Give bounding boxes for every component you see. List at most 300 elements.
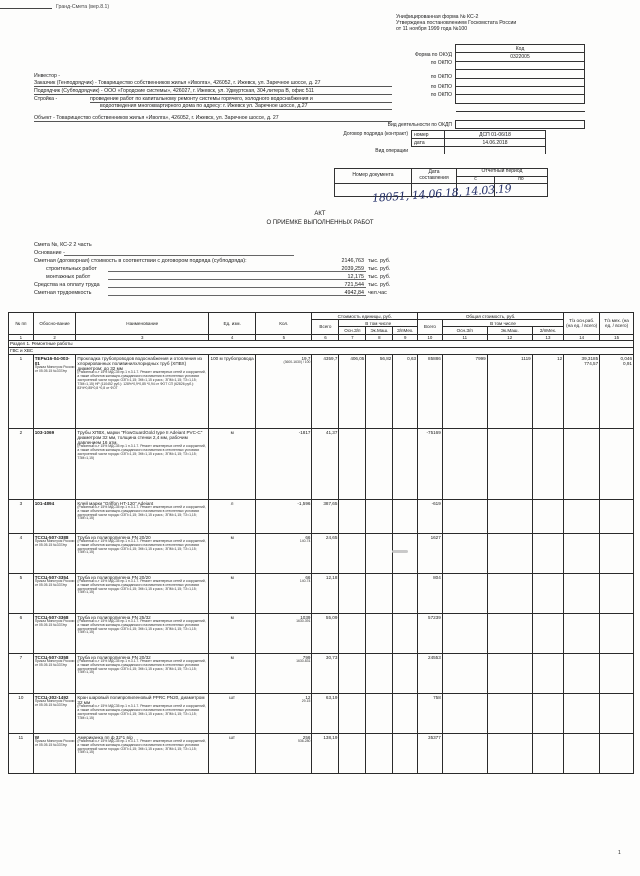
- period-label: Отчетный период: [457, 169, 548, 177]
- section-title: Раздел 1. Ремонтные работы: [9, 340, 634, 347]
- row-total: 57239: [418, 614, 443, 654]
- row-name-text: Клей марки "Griffon HT-120" Adeiant: [77, 500, 154, 506]
- row-cost-osn: [339, 654, 366, 694]
- wages-value: 721,544: [344, 282, 364, 288]
- page-number: 1: [618, 850, 621, 856]
- row-cost-total: 4359,7: [312, 355, 339, 429]
- row-qty: [256, 429, 312, 500]
- header-rule: [0, 8, 52, 9]
- contract-date: 14.06.2018: [445, 139, 546, 147]
- col-osn-header: Осн.З/п: [442, 327, 487, 334]
- row-cost-zpmeh: [393, 614, 418, 654]
- row-total-zpmeh: [532, 429, 564, 500]
- row-basis: [33, 574, 76, 614]
- spacer-cell: [456, 112, 585, 120]
- row-cost-zpmeh: [393, 654, 418, 694]
- row-total-osn: [442, 429, 487, 500]
- row-tz-osn-total: 774,57: [584, 360, 599, 366]
- row-name-text: Американка пп ф 32*1 в/р: [77, 734, 133, 740]
- row-unit: м: [209, 614, 256, 654]
- row-cost-total: 138,19: [312, 734, 339, 774]
- col-total-header: Всего: [418, 320, 443, 334]
- row-name-text: Труба из полипропилена PN 20/32: [77, 654, 151, 660]
- row-cost-osn: [339, 614, 366, 654]
- row-unit: м: [209, 574, 256, 614]
- row-qty-note: 140-74: [299, 578, 311, 583]
- col-ekmash-header: Эк.Маш.: [487, 327, 532, 334]
- row-name: [76, 429, 209, 500]
- table-row: [9, 694, 634, 734]
- col-ekmash-header: Эк.Маш.: [366, 327, 393, 334]
- row-tz-meh: [600, 534, 634, 574]
- row-qty-note: 140-74: [299, 538, 311, 543]
- doc-date-label: Дата составления: [412, 169, 457, 184]
- row-qty-note: 29-15: [301, 698, 311, 703]
- column-number: 1: [9, 334, 34, 340]
- row-total-zpmeh: [532, 500, 564, 534]
- row-cost-total: 63,19: [312, 694, 339, 734]
- row-unit: м: [209, 654, 256, 694]
- row-note: (Районный к-т 15% МДС35 пр.1 п.3.1.7. Ремонт инженерных сетей и сооружений, а также объектов жилищно-гражданского назначения в стесненных условиях застроенной части города: ОЗП=1,15; ЭМ=1,15 к расх.; ЗПМ=1,15; ТЗ=1,15; ТЗМ=1,15): [77, 538, 206, 555]
- table-body: [9, 355, 634, 774]
- row-note: (Районный к-т 15% МДС35 пр.1 п.3.1.7. Ремонт инженерных сетей и сооружений, а также объектов жилищно-гражданского назначения в стесненных условиях застроенной части города: ОЗП=1,15; ЭМ=1,15 к расх.; ЗПМ=1,15; ТЗ=1,15; ТЗМ=1,15): [77, 444, 206, 460]
- row-qty-value: 1039: [300, 614, 311, 620]
- col-num-header: № пп: [9, 313, 34, 335]
- row-tz-osn: [564, 500, 600, 534]
- row-code: 101-4894: [34, 500, 55, 506]
- row-cost-zpmeh: [393, 500, 418, 534]
- row-total-osn: [442, 694, 487, 734]
- row-tz-osn: [564, 574, 600, 614]
- row-total-ekmash: [487, 574, 532, 614]
- row-basis: [33, 429, 76, 500]
- row-code: ТССЦ-507-3368: [34, 614, 69, 620]
- column-number: 3: [76, 334, 209, 340]
- col-tz-osn-header: Т/з осн.раб. (на ед. / всего): [564, 313, 600, 335]
- row-code: ТССЦ-507-3358: [34, 654, 69, 660]
- column-number: 2: [33, 334, 76, 340]
- row-number: 7: [9, 654, 34, 694]
- row-total-zpmeh: [532, 614, 564, 654]
- construction-line-2: водоотведения многоквартирного дома по адресу: г. Ижевск ул. Заречное шоссе, д.27: [100, 103, 392, 110]
- date-label: дата: [412, 139, 445, 147]
- row-total: 35377: [418, 734, 443, 774]
- row-cost-zpmeh: 0,63: [393, 355, 418, 429]
- okpo-cell: [456, 86, 585, 94]
- row-qty-note: (3600-1630) / 100: [283, 359, 311, 364]
- wages-label: Средства на оплату труда: [34, 282, 100, 288]
- row-tz-osn: [564, 734, 600, 774]
- row-total: 85886: [418, 355, 443, 429]
- scan-smudge: [392, 550, 408, 553]
- row-cost-total: 55,09: [312, 614, 339, 654]
- row-total: 804: [418, 574, 443, 614]
- period-from-label: с: [457, 176, 495, 184]
- row-cost-ekmash: [366, 734, 393, 774]
- labor-label: Сметная трудоемкость: [34, 290, 92, 296]
- okpo-label: по ОКПО: [430, 84, 452, 90]
- unit-rub: тыс. руб.: [368, 266, 391, 272]
- row-tz-meh: [600, 355, 634, 429]
- col-osn-header: Осн.З/п: [339, 327, 366, 334]
- row-total: 24553: [418, 654, 443, 694]
- row-cost-total: 41,37: [312, 429, 339, 500]
- row-qty-value: 12: [305, 694, 311, 700]
- row-tz-osn: [564, 654, 600, 694]
- col-qty-header: Кол.: [256, 313, 312, 335]
- row-basis: [33, 614, 76, 654]
- col-basis-header: Обосно-вание: [33, 313, 76, 335]
- subsection-row: [9, 347, 634, 354]
- row-unit: л: [209, 500, 256, 534]
- okdp-cell: [456, 120, 585, 128]
- row-total-zpmeh: [532, 574, 564, 614]
- row-code: W: [34, 734, 40, 740]
- row-basis: [33, 694, 76, 734]
- row-total-ekmash: 1119: [487, 355, 532, 429]
- row-total-ekmash: [487, 534, 532, 574]
- column-number: 7: [339, 334, 366, 340]
- col-tz-meh-header: Т/з мех. (на ед. / всего): [600, 313, 634, 335]
- row-unit: м: [209, 429, 256, 500]
- object-line: Объект - Товарищество собственников жилья «Иволга», 426052, г. Ижевск, ул. Заречное шоссе, д. 27: [34, 115, 392, 122]
- row-number: 6: [9, 614, 34, 654]
- row-qty: [256, 534, 312, 574]
- row-unit: м: [209, 534, 256, 574]
- cost-label: Сметная (договорная) стоимость в соответствии с договором подряда (субподряда):: [34, 258, 247, 264]
- row-note: (Районный к-т 15% МДС35 пр.1 п.3.1.7. Ремонт инженерных сетей и сооружений, а также объектов жилищно-гражданского назначения в стесненных условиях застроенной части города: ОЗП=1,15; ЭМ=1,15 к расх.; ЗПМ=1,15; ТЗ=1,15; ТЗМ=1,15): [77, 578, 206, 595]
- okpo-cell: [456, 61, 585, 69]
- labor-value: 4942,84: [344, 290, 364, 296]
- row-cost-osn: [339, 534, 366, 574]
- row-cost-osn: 406,05: [339, 355, 366, 429]
- unit-hours: чел.час: [368, 290, 387, 296]
- row-cost-ekmash: [366, 654, 393, 694]
- column-number: 4: [209, 334, 256, 340]
- row-basis-note: Приказ Минстроя России от 05.05.15 №337/пр: [34, 364, 75, 373]
- row-cost-osn: [339, 734, 366, 774]
- row-total-ekmash: [487, 654, 532, 694]
- row-cost-ekmash: [366, 694, 393, 734]
- row-total-ekmash: [487, 429, 532, 500]
- section-row: [9, 340, 634, 347]
- row-cost-total: 12,18: [312, 574, 339, 614]
- column-number: 14: [564, 334, 600, 340]
- row-basis-note: Приказ Минстроя России от 05.05.15 №337/пр: [34, 738, 75, 747]
- row-number: 2: [9, 429, 34, 500]
- row-total-zpmeh: [532, 694, 564, 734]
- row-tz-meh-unit: 0,046: [620, 355, 632, 361]
- row-basis-note: Приказ Минстроя России от 05.05.15 №337/пр: [34, 578, 75, 587]
- row-note: (Районный к-т 15% МДС35 пр.1 п.3.1.7. Ремонт инженерных сетей и сооружений, а также объектов жилищно-гражданского назначения в стесненных условиях застроенной части города: ОЗП=1,15; ЭМ=1,15 к расх.; ЗПМ=1,15; ТЗ=1,15; ТЗМ=1,15): [77, 504, 206, 521]
- row-code: 103-1069: [34, 429, 55, 435]
- table-row: [9, 734, 634, 774]
- mounting-value: 12,175: [347, 274, 364, 280]
- operation-cell: [445, 147, 546, 155]
- row-number: 11: [9, 734, 34, 774]
- row-tz-meh: [600, 429, 634, 500]
- col-unit-header: Ед. изм.: [209, 313, 256, 335]
- row-cost-osn: [339, 694, 366, 734]
- table-row: [9, 654, 634, 694]
- row-total-ekmash: [487, 694, 532, 734]
- row-qty-value: 66: [305, 534, 311, 540]
- program-name: Гранд-Смета (вер.8.1): [56, 4, 110, 10]
- form-title: [396, 14, 596, 33]
- okpo-label: по ОКПО: [430, 92, 452, 98]
- works-table: [8, 312, 634, 774]
- spacer-cell: [456, 103, 585, 111]
- row-total-zpmeh: [532, 734, 564, 774]
- construction-label: Стройка -: [34, 96, 58, 102]
- estimate-line: Смета №, КС-2 2 часть: [34, 242, 92, 248]
- row-tz-osn-unit: 39,3185: [581, 355, 599, 361]
- row-name: [76, 500, 209, 534]
- okpo-label: по ОКПО: [430, 74, 452, 80]
- row-tz-osn: [564, 614, 600, 654]
- okpo-cell: [456, 78, 585, 86]
- row-total-ekmash: [487, 500, 532, 534]
- cost-value: 2146,763: [341, 258, 364, 264]
- row-qty-value: 799: [302, 654, 311, 660]
- row-cost-total: 30,73: [312, 654, 339, 694]
- col-total-cost-header: Общая стоимость, руб.: [418, 313, 564, 320]
- row-total: -75169: [418, 429, 443, 500]
- row-tz-meh: [600, 654, 634, 694]
- act-title: АКТ: [314, 211, 326, 217]
- row-name-text: Кран шаровый полипропиленовый PPRC PN20, диаметром 32 мм: [77, 694, 205, 705]
- row-basis: [33, 500, 76, 534]
- row-tz-osn: [564, 355, 600, 429]
- basis-line: Основание -: [34, 250, 65, 256]
- row-cost-zpmeh: [393, 429, 418, 500]
- row-total-osn: [442, 654, 487, 694]
- row-number: 10: [9, 694, 34, 734]
- row-basis: [33, 654, 76, 694]
- row-tz-osn: [564, 534, 600, 574]
- okud-label: Форма по ОКУД: [414, 52, 452, 58]
- table-row: [9, 355, 634, 429]
- row-total: -619: [418, 500, 443, 534]
- row-tz-meh-total: 0,91: [623, 360, 632, 366]
- column-number: 15: [600, 334, 634, 340]
- row-cost-zpmeh: [393, 534, 418, 574]
- number-label: номер: [412, 131, 445, 139]
- row-tz-meh: [600, 500, 634, 534]
- mounting-works-label: монтажных работ: [46, 274, 91, 280]
- row-code: ТССЦ-507-3354: [34, 574, 69, 580]
- row-total-osn: [442, 614, 487, 654]
- construction-line-1: проведение работ по капитальному ремонту системы горячего, холодного водоснабжения и: [90, 96, 392, 103]
- row-cost-osn: [339, 429, 366, 500]
- row-note: (Районный к-т 15% МДС35 пр.1 п.3.1.7. Ремонт инженерных сетей и сооружений, а также объектов жилищно-гражданского назначения в стесненных условиях застроенной части города: ОЗП=1,15; ЭМ=1,15 к расх.; ЗПМ=1,15; ТЗ=1,15; ТЗМ=1,15): [77, 618, 206, 635]
- row-basis-note: Приказ Минстроя России от 05.05.15 №337/пр: [34, 698, 75, 707]
- col-incl-header: В том числе: [442, 320, 563, 327]
- row-total-osn: 7999: [442, 355, 487, 429]
- row-total-osn: [442, 534, 487, 574]
- row-unit: шт: [209, 694, 256, 734]
- row-note: (Районный к-т 15% МДС35 пр.1 п.3.1.7. Ремонт инженерных сетей и сооружений, а также объектов жилищно-гражданского назначения в стесненных условиях застроенной части города: ОЗП=1,15; ЭМ=1,15 к расх.; ЗПМ=1,15; ТЗ=1,15; ТЗМ=1,15): [77, 738, 206, 755]
- row-cost-total: 24,65: [312, 534, 339, 574]
- row-code: ТССЦ-302-1492: [34, 694, 69, 700]
- row-qty: [256, 694, 312, 734]
- row-tz-osn: [564, 694, 600, 734]
- row-name-text: Труба из полипропилена PN 25/32: [77, 614, 151, 620]
- okud-value: 0322005: [456, 53, 585, 61]
- contractor-line: Подрядчик (Субподрядчик) - ООО «Городские системы», 426027, г. Ижевск, ул. Удмуртская, 304,литера В, офис 511: [34, 88, 392, 95]
- contract-label: Договор подряда (контракт): [343, 131, 408, 137]
- row-basis: [33, 534, 76, 574]
- column-number: 12: [487, 334, 532, 340]
- col-name-header: Наименование: [76, 313, 209, 335]
- table-row: [9, 500, 634, 534]
- row-cost-total: 387,65: [312, 500, 339, 534]
- basis-underline: [64, 250, 294, 256]
- construction-works-label: строительных работ: [46, 266, 97, 272]
- table-row: [9, 429, 634, 500]
- row-note: (Районный к-т 15% МДС35 пр.1 п.3.1.7. Ремонт инженерных сетей и сооружений, а также объектов жилищно-гражданского назначения в стесненных условиях застроенной части города: ОЗП=1,15; ЭМ=1,15 к расх.; ЗПМ=1,15; ТЗ=1,15; ТЗМ=1,15): [77, 703, 206, 720]
- row-name: [76, 694, 209, 734]
- table-row: [9, 574, 634, 614]
- row-name: [76, 734, 209, 774]
- row-total-zpmeh: [532, 534, 564, 574]
- row-number: 5: [9, 574, 34, 614]
- row-name: [76, 574, 209, 614]
- row-basis: [33, 355, 76, 429]
- row-name: [76, 654, 209, 694]
- form-title-line: Утверждена постановлением Госкомстата России: [396, 20, 517, 27]
- row-number: 4: [9, 534, 34, 574]
- row-qty: [256, 654, 312, 694]
- row-number: 3: [9, 500, 34, 534]
- row-cost-ekmash: [366, 614, 393, 654]
- row-basis: [33, 734, 76, 774]
- row-total-osn: [442, 734, 487, 774]
- row-cost-zpmeh: [393, 734, 418, 774]
- row-cost-zpmeh: [393, 574, 418, 614]
- row-qty-value: 19,7: [301, 355, 311, 361]
- row-total: 1627: [418, 534, 443, 574]
- unit-rub: тыс. руб.: [368, 274, 391, 280]
- row-cost-ekmash: 56,82: [366, 355, 393, 429]
- okpo-cell: [456, 95, 585, 103]
- col-zpmeh-header: З/пМех.: [393, 327, 418, 334]
- table-row: [9, 614, 634, 654]
- form-title-line: Унифицированная форма № КС-2: [396, 14, 479, 20]
- column-number: 11: [442, 334, 487, 340]
- row-name-text: Труба из полипропилена PN 20/20: [77, 534, 151, 540]
- row-cost-ekmash: [366, 534, 393, 574]
- column-number: 9: [393, 334, 418, 340]
- row-cost-osn: [339, 500, 366, 534]
- row-note: (Районный к-т 15% МДС35 пр.1 п.3.1.7. Ремонт инженерных сетей и сооружений, а также объектов жилищно-гражданского назначения в стесненных условиях застроенной части города: ОЗП=1,15; ЭМ=1,15 к расх.; ЗПМ=1,15; ТЗ=1,15; ТЗМ=1,15) НР (110452 руб.): 128%*0,9*0,85 *0,94 от ФОТ СП (62826 руб.): 83%*0,85*0,8 *0,8 от ФОТ: [77, 370, 206, 390]
- row-basis-note: Приказ Минстроя России от 05.05.15 №337/пр: [34, 538, 75, 547]
- row-unit: 100 м трубопровода: [209, 355, 256, 429]
- row-cost-osn: [339, 574, 366, 614]
- row-qty: [256, 355, 312, 429]
- doc-number-label: Номер документа: [335, 169, 412, 184]
- row-basis-note: Приказ Минстроя России от 05.05.15 №337/пр: [34, 618, 75, 627]
- col-zpmeh-header: З/пМех.: [532, 327, 564, 334]
- row-tz-meh: [600, 614, 634, 654]
- column-number: 5: [256, 334, 312, 340]
- row-qty-note: 1630-391: [296, 618, 311, 623]
- column-number: 13: [532, 334, 564, 340]
- row-total-ekmash: [487, 614, 532, 654]
- row-tz-meh: [600, 694, 634, 734]
- table-row: [9, 534, 634, 574]
- customer-line: Заказчик (Генподрядчик) - Товарищество собственников жилья «Иволга», 426052, г. Ижевск, ул. Заречное шоссе, д. 27: [34, 80, 392, 87]
- row-tz-osn: [564, 429, 600, 500]
- row-name-text: Прокладка трубопроводов водоснабжения и отопления из хлорированных поливинилхлоридных труб (ХПВХ) диаметром: до 32 мм: [77, 355, 202, 371]
- contract-number: ДСП 01-06/18: [445, 131, 546, 139]
- row-cost-ekmash: [366, 574, 393, 614]
- row-tz-meh: [600, 734, 634, 774]
- row-qty: [256, 574, 312, 614]
- row-qty-value: 256: [302, 734, 311, 740]
- column-number: 8: [366, 334, 393, 340]
- okdp-label: Вид деятельности по ОКДП: [387, 122, 452, 128]
- handwritten-note: 18051, 14.06.18, 14.03.19: [371, 182, 512, 205]
- col-incl-header: В том числе: [339, 320, 418, 327]
- okpo-label: по ОКПО: [430, 60, 452, 66]
- construction-value: 2039,259: [341, 266, 364, 272]
- row-total: 758: [418, 694, 443, 734]
- col-unit-cost-header: Стоимость единицы, руб.: [312, 313, 418, 320]
- row-total-osn: [442, 500, 487, 534]
- row-total-osn: [442, 574, 487, 614]
- row-qty-value: 66: [305, 574, 311, 580]
- row-qty: [256, 614, 312, 654]
- row-code: ТССЦ-507-3388: [34, 534, 69, 540]
- row-qty-value: -1,596: [297, 500, 311, 506]
- unit-rub: тыс. руб.: [368, 258, 391, 264]
- row-note: (Районный к-т 15% МДС35 пр.1 п.3.1.7. Ремонт инженерных сетей и сооружений, а также объектов жилищно-гражданского назначения в стесненных условиях застроенной части города: ОЗП=1,15; ЭМ=1,15 к расх.; ЗПМ=1,15; ТЗ=1,15; ТЗМ=1,15): [77, 658, 206, 675]
- column-number: 6: [312, 334, 339, 340]
- row-code: ТЕРм16-04-003-01: [34, 355, 70, 366]
- row-cost-ekmash: [366, 429, 393, 500]
- codes-table: [455, 44, 585, 129]
- row-name: [76, 355, 209, 429]
- row-name: [76, 614, 209, 654]
- row-total-ekmash: [487, 734, 532, 774]
- row-number: 1: [9, 355, 34, 429]
- act-subtitle: О ПРИЕМКЕ ВЫПОЛНЕННЫХ РАБОТ: [266, 220, 374, 226]
- code-header: Код: [456, 45, 585, 53]
- col-total-header: Всего: [312, 320, 339, 334]
- form-title-line: от 11 ноября 1999 года №100: [396, 26, 468, 33]
- row-name: [76, 534, 209, 574]
- investor-line: Инвестор -: [34, 73, 61, 79]
- row-cost-ekmash: [366, 500, 393, 534]
- row-total-zpmeh: [532, 654, 564, 694]
- row-name-text: Трубы ХПВХ, марки "FlowGuardGold type II Adeiant PVC-C" диаметром 32 мм, толщина стенки 2,4 мм, рабочим давлением 16 атм.: [77, 429, 203, 445]
- row-qty-note: 536-280: [297, 738, 311, 743]
- contract-table: [411, 130, 546, 154]
- subsection-title: ГВС и ХВС: [9, 347, 634, 354]
- unit-rub: тыс. руб.: [368, 282, 391, 288]
- column-number: 10: [418, 334, 443, 340]
- row-unit: шт: [209, 734, 256, 774]
- row-basis-note: Приказ Минстроя России от 05.05.15 №337/пр: [34, 658, 75, 667]
- row-tz-meh: [600, 574, 634, 614]
- row-name-text: Труба из полипропилена PN 20/20: [77, 574, 151, 580]
- row-cost-zpmeh: [393, 694, 418, 734]
- period-to-label: по: [494, 176, 547, 184]
- spacer-cell: [412, 147, 445, 155]
- row-qty: [256, 734, 312, 774]
- row-total-zpmeh: 12: [532, 355, 564, 429]
